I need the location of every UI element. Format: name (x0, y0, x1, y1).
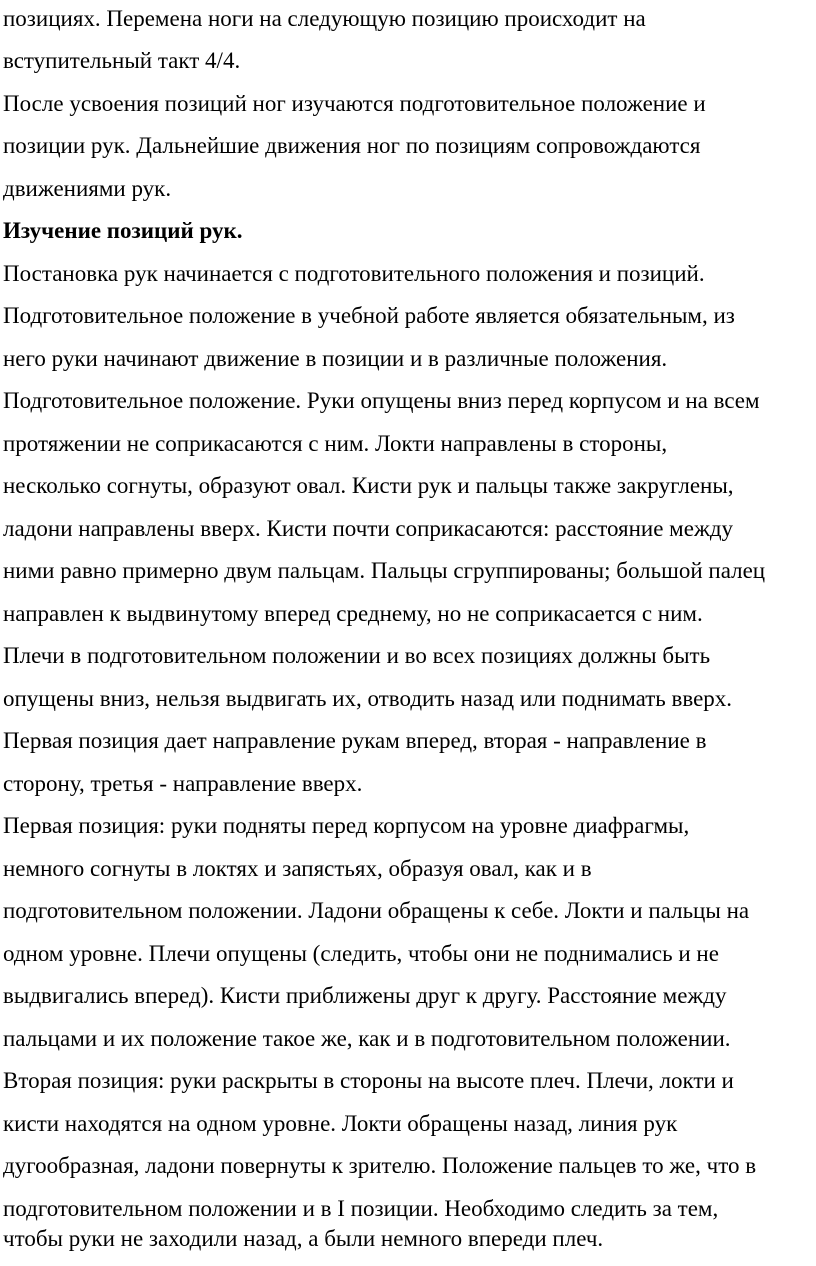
text-line: выдвигались вперед). Кисти приближены друг к другу. Расстояние между (3, 983, 727, 1008)
text-line: Постановка рук начинается с подготовительного положения и позиций. (3, 261, 705, 286)
text-line: позиции рук. Дальнейшие движения ног по позициям сопровождаются (3, 133, 701, 158)
text-line: подготовительном положении. Ладони обращены к себе. Локти и пальцы на (3, 898, 750, 923)
text-line: опущены вниз, нельзя выдвигать их, отводить назад или поднимать вверх. (3, 686, 733, 711)
section-heading: Изучение позиций рук. (3, 218, 243, 243)
text-line: протяжении не соприкасаются с ним. Локти направлены в стороны, (3, 431, 668, 456)
text-line: позициях. Перемена ноги на следующую позицию происходит на (3, 6, 646, 31)
text-line: немного согнуты в локтях и запястьях, образуя овал, как и в (3, 856, 592, 881)
text-line: Подготовительное положение в учебной работе является обязательным, из (3, 303, 735, 328)
text-line: него руки начинают движение в позиции и в различные положения. (3, 346, 668, 371)
text-line: ними равно примерно двум пальцам. Пальцы сгруппированы; большой палец (3, 558, 766, 583)
text-line: Плечи в подготовительном положении и во всех позициях должны быть (3, 643, 711, 668)
text-line: направлен к выдвинутому вперед среднему, но не соприкасается с ним. (3, 601, 703, 626)
text-line: подготовительном положении и в I позиции. Необходимо следить за тем, (3, 1196, 719, 1221)
text-line: одном уровне. Плечи опущены (следить, чтобы они не поднимались и не (3, 941, 719, 966)
text-line: дугообразная, ладони повернуты к зрителю. Положение пальцев то же, что в (3, 1153, 757, 1178)
text-line: После усвоения позиций ног изучаются подготовительное положение и (3, 91, 706, 116)
text-line: Первая позиция дает направление рукам вперед, вторая - направление в (3, 728, 707, 753)
text-line: кисти находятся на одном уровне. Локти обращены назад, линия рук (3, 1111, 678, 1136)
text-line: несколько согнуты, образуют овал. Кисти рук и пальцы также закруглены, (3, 473, 734, 498)
text-line: Первая позиция: руки подняты перед корпусом на уровне диафрагмы, (3, 813, 690, 838)
text-line: Вторая позиция: руки раскрыты в стороны на высоте плеч. Плечи, локти и (3, 1068, 734, 1093)
text-line: движениями рук. (3, 176, 172, 201)
text-line: пальцами и их положение такое же, как и в подготовительном положении. (3, 1026, 731, 1051)
text-line: ладони направлены вверх. Кисти почти соприкасаются: расстояние между (3, 516, 734, 541)
text-line: Подготовительное положение. Руки опущены вниз перед корпусом и на всем (3, 388, 760, 413)
text-line: вступительный такт 4/4. (3, 48, 241, 73)
text-line: чтобы руки не заходили назад, а были немного впереди плеч. (3, 1226, 604, 1251)
text-line: сторону, третья - направление вверх. (3, 771, 363, 796)
